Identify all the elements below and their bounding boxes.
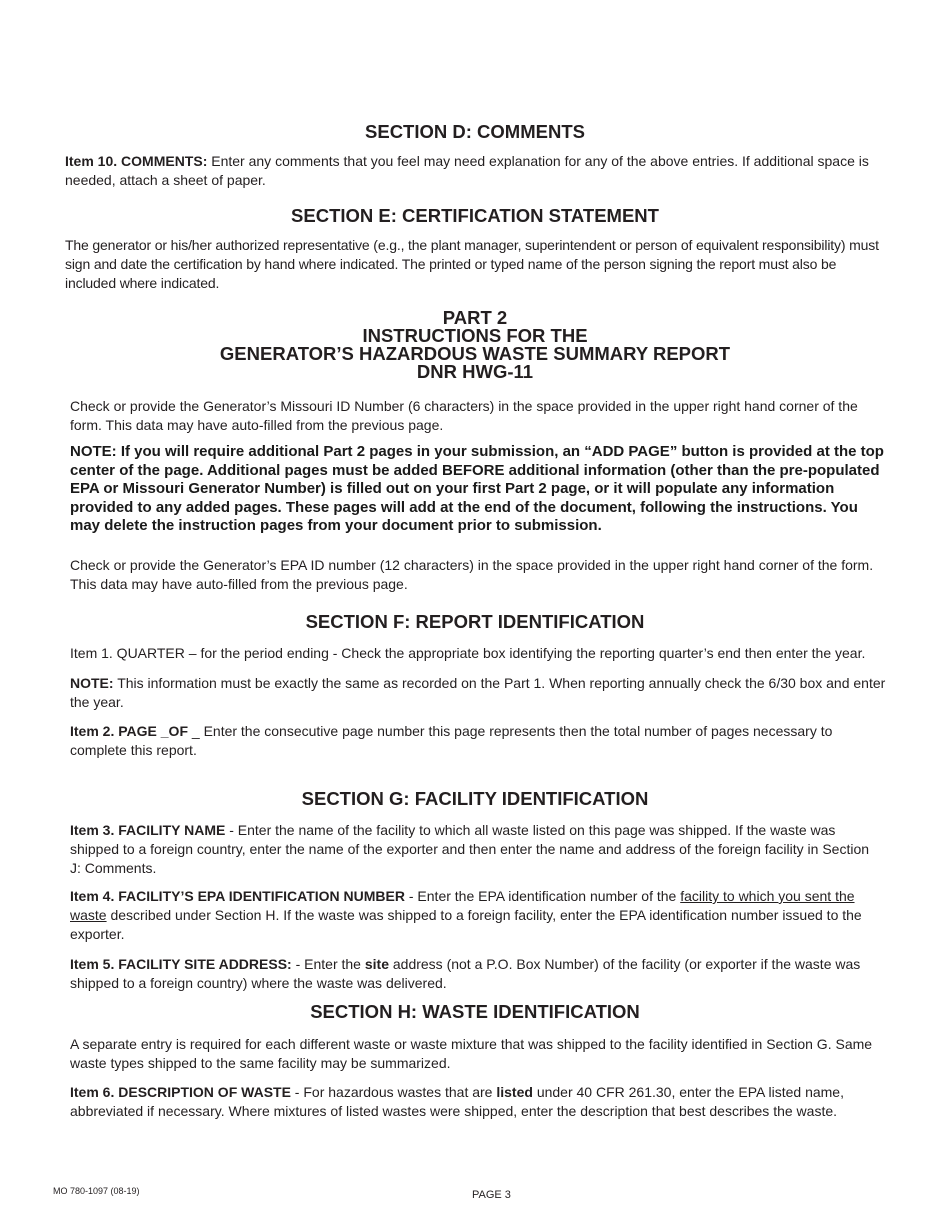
item-5-label: Item 5. FACILITY SITE ADDRESS: — [70, 956, 292, 972]
item-6-text-b: under 40 CFR 261.30, enter the EPA listed name, abbreviated if necessary. Where mixtures of listed wastes were shipped, enter the description that best describes the waste. — [70, 1084, 844, 1119]
item-4-label: Item 4. FACILITY’S EPA IDENTIFICATION NUMBER — [70, 888, 405, 904]
item-5-text-b: address (not a P.O. Box Number) of the facility (or exporter if the waste was shipped to a foreign country) where the waste was delivered. — [70, 956, 861, 991]
part2-title: PART 2 — [442, 307, 508, 328]
item-3-text: - Enter the name of the facility to which all waste listed on this page was shipped. If the waste was shipped to a foreign country, enter the name of the exporter and then enter the name and address of the foreign facility in Section J: Comments. — [70, 822, 870, 876]
item-6-description-paragraph — [70, 1083, 885, 1121]
section-h-intro-paragraph: A separate entry is required for each different waste or waste mixture that was shipped to the facility identified in Section G. Same waste types shipped to the same facility may be summarized. — [70, 1036, 873, 1071]
item-4-text-b: described under Section H. If the waste was shipped to a foreign facility, enter the EPA identification number issued to the exporter. — [70, 907, 862, 942]
epa-id-paragraph: Check or provide the Generator’s EPA ID number (12 characters) in the space provided in the upper right hand corner of the form. This data may have auto-filled from the previous page. — [70, 557, 874, 592]
item-10-comments-paragraph — [65, 152, 885, 190]
item-4-text-a: - Enter the EPA identification number of the — [404, 888, 681, 904]
part2-report-title: GENERATOR’S HAZARDOUS WASTE SUMMARY REPORT — [219, 343, 731, 364]
item-2-text: _ Enter the consecutive page number this page represents then the total number of pages necessary to complete this report. — [70, 723, 833, 758]
item-4-underlined-text: facility to which you sent the waste — [70, 888, 855, 923]
section-f-heading: SECTION F: REPORT IDENTIFICATION — [305, 611, 645, 632]
section-g-heading: SECTION G: FACILITY IDENTIFICATION — [301, 788, 649, 809]
item-6-text-a: - For hazardous wastes that are — [290, 1084, 497, 1100]
item-2-label: Item 2. PAGE _OF — [70, 723, 188, 739]
page-number: PAGE 3 — [472, 1189, 511, 1201]
item-5-site-address-paragraph — [70, 955, 875, 993]
section-h-heading: SECTION H: WASTE IDENTIFICATION — [310, 1001, 640, 1022]
missouri-id-paragraph: Check or provide the Generator’s Missouri ID Number (6 characters) in the space provided in the upper right hand corner of the form. This data may have auto-filled from the previous page. — [70, 398, 858, 433]
add-page-note: NOTE: If you will require additional Part 2 pages in your submission, an “ADD PAGE” button is provided at the top center of the page. Additional pages must be added BEFORE additional information (other than the pre-populated EPA or Missouri Generator Number) is filled out on your first Part 2 page, or it will populate any information provided to any added pages. These pages will add at the end of the document, following the instructions. You may delete the instruction pages from your document prior to submission. — [70, 443, 884, 534]
part2-form-code: DNR HWG-11 — [416, 361, 534, 382]
item-3-facility-name-paragraph — [70, 821, 880, 878]
item-4-epa-id-paragraph — [70, 887, 875, 944]
part2-instructions-title: INSTRUCTIONS FOR THE — [362, 325, 588, 346]
item-10-text: Enter any comments that you feel may need explanation for any of the above entries. If additional space is needed, attach a sheet of paper. — [65, 153, 869, 188]
item-3-label: Item 3. FACILITY NAME — [70, 822, 226, 838]
section-d-heading: SECTION D: COMMENTS — [365, 121, 585, 142]
item-2-page-paragraph — [70, 722, 870, 760]
item-6-bold-listed: listed — [496, 1084, 533, 1100]
section-f-note-text: This information must be exactly the same as recorded on the Part 1. When reporting annually check the 6/30 box and enter the year. — [70, 675, 886, 710]
certification-statement-paragraph: The generator or his/her authorized representative (e.g., the plant manager, superintendent or person of equivalent responsibility) must sign and date the certification by hand where indicated. The printed or typed name of the person signing the report must also be included where indicated. — [65, 237, 879, 291]
section-f-note-paragraph — [70, 674, 890, 712]
section-f-note-label: NOTE: — [70, 675, 114, 691]
item-5-bold-site: site — [364, 956, 389, 972]
item-6-label: Item 6. DESCRIPTION OF WASTE — [70, 1084, 291, 1100]
item-10-label: Item 10. COMMENTS: — [65, 153, 208, 169]
item-5-text-a: - Enter the — [291, 956, 365, 972]
item-1-quarter-paragraph: Item 1. QUARTER – for the period ending - Check the appropriate box identifying the reporting quarter’s end then enter the year. — [70, 645, 866, 661]
section-e-heading: SECTION E: CERTIFICATION STATEMENT — [291, 205, 659, 226]
part2-heading — [0, 309, 950, 381]
form-number: MO 780-1097 (08-19) — [53, 1186, 140, 1196]
